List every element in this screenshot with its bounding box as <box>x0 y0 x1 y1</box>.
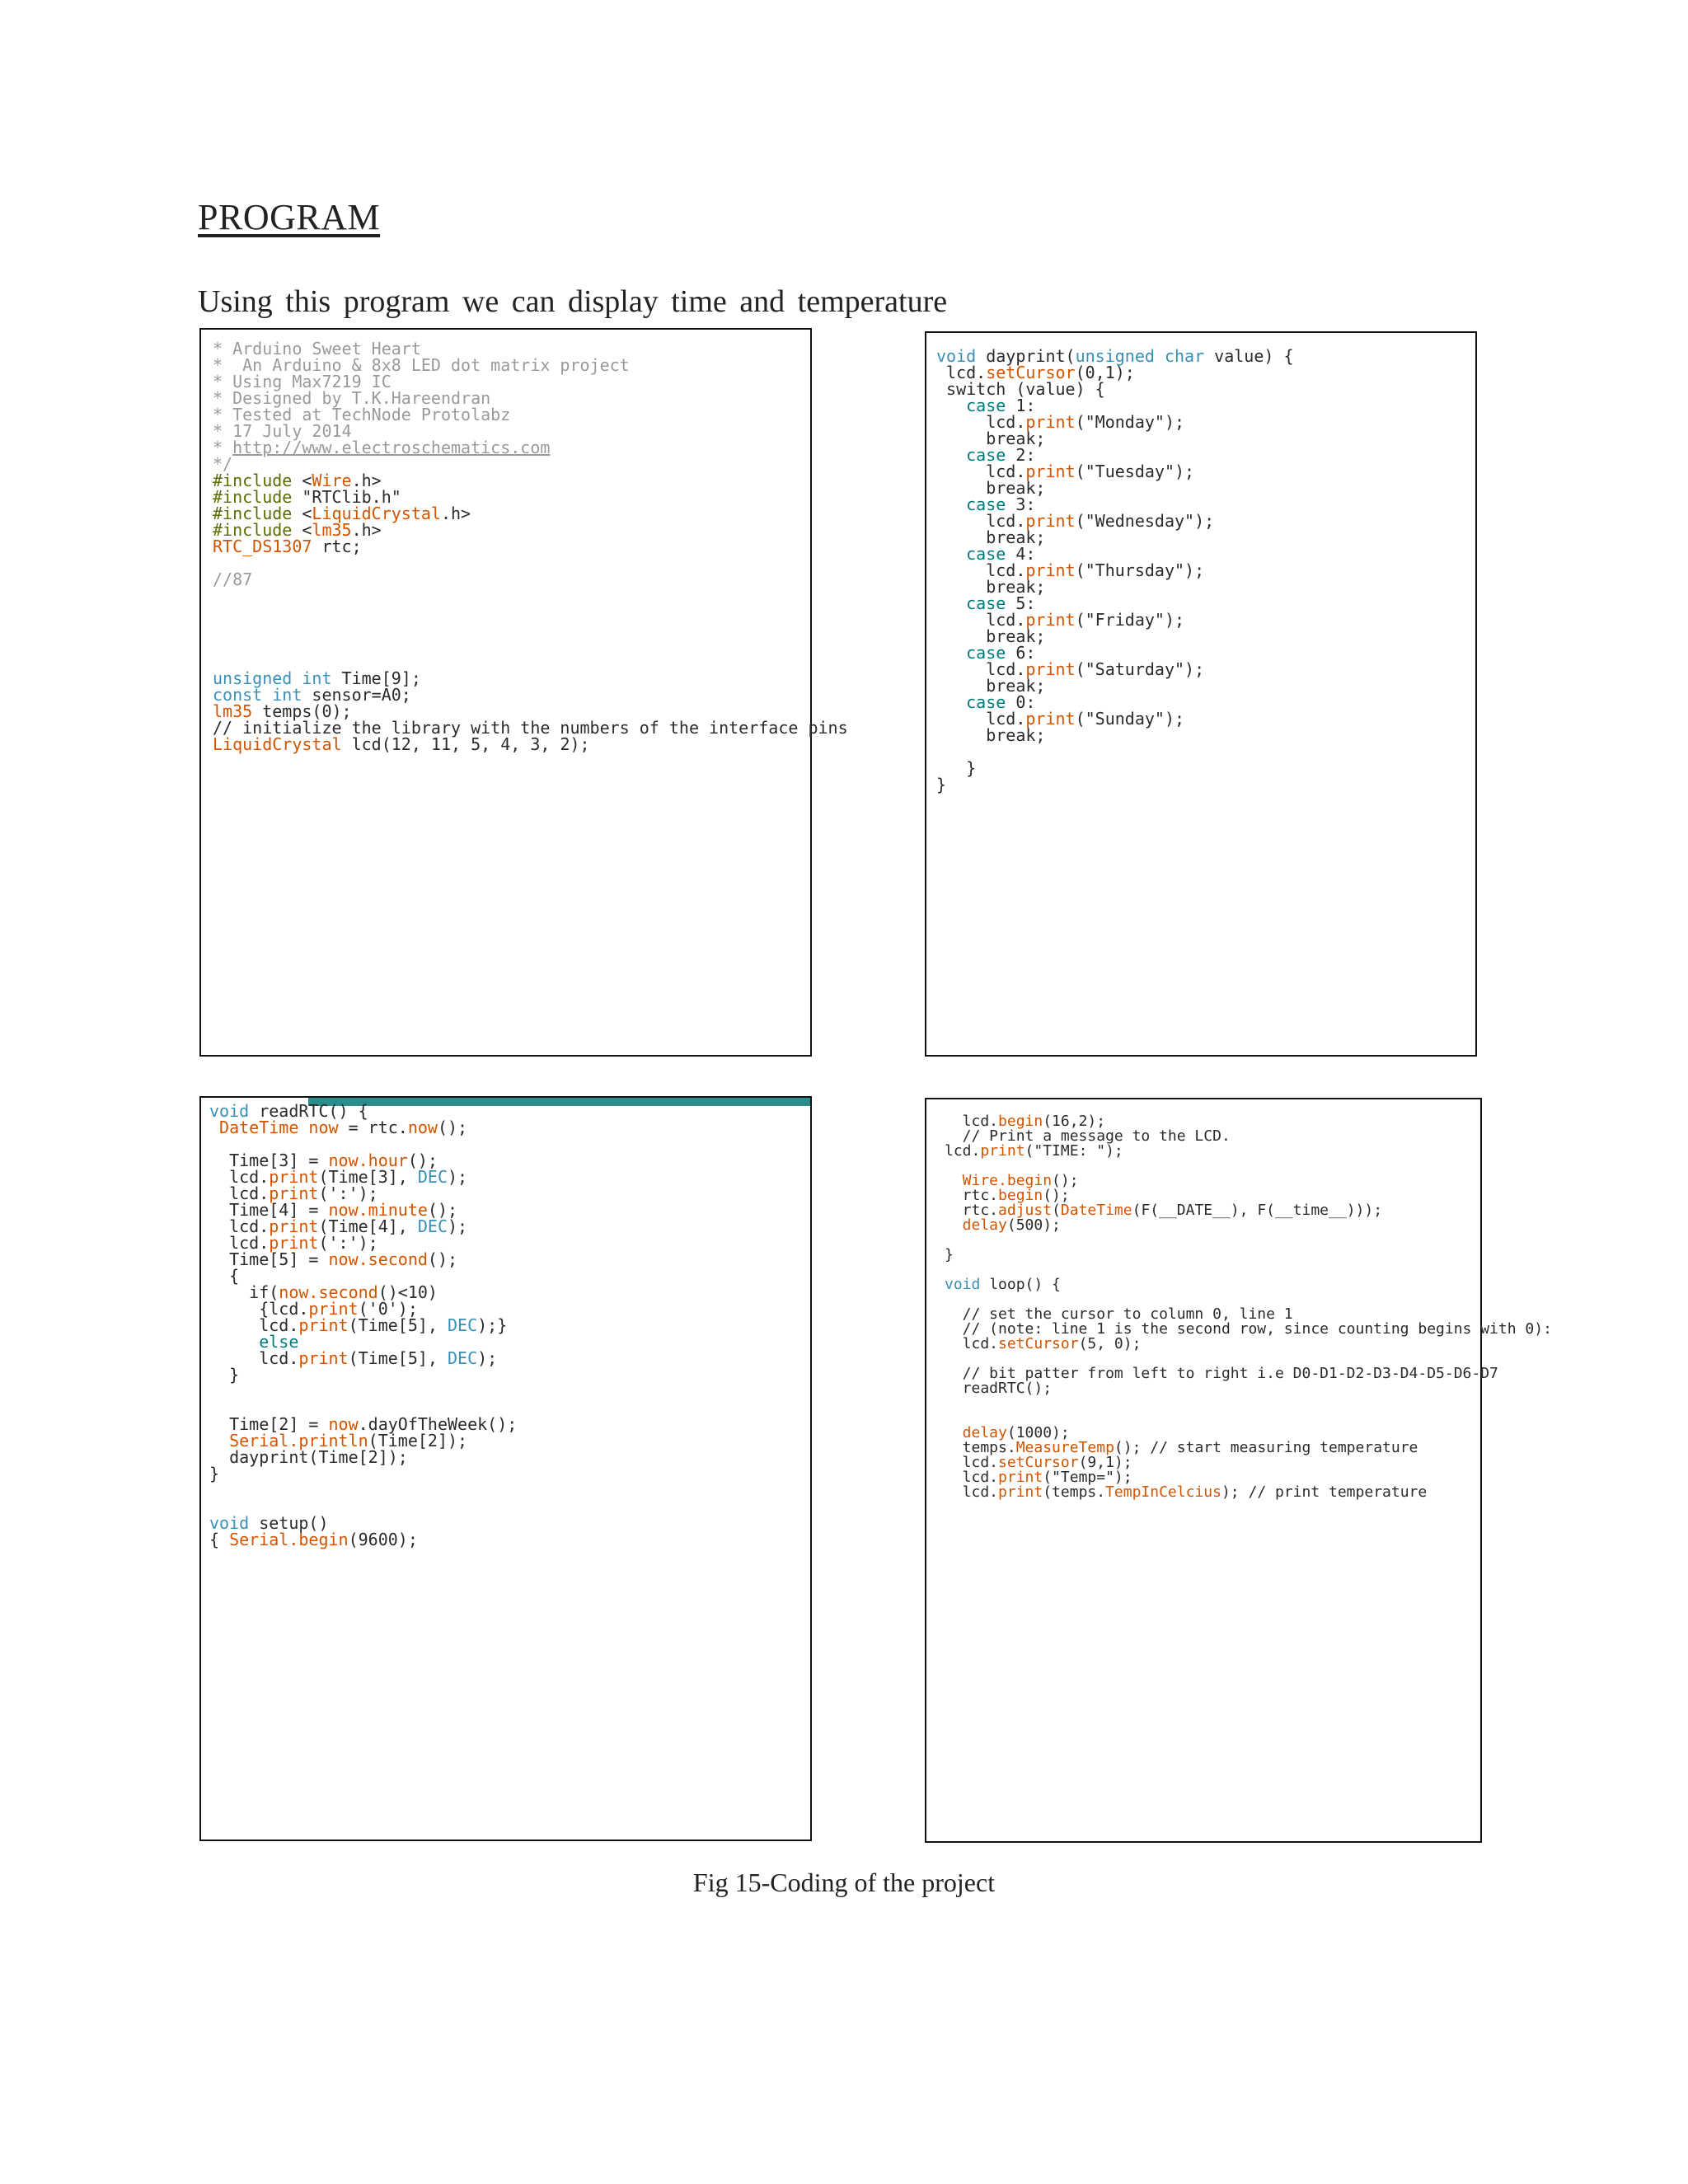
code-token: (16,2); <box>1043 1113 1106 1130</box>
code-token: break; <box>936 527 1046 547</box>
code-token: lcd. <box>945 1483 999 1501</box>
code-token: );} <box>477 1315 508 1335</box>
code-token: (F(__DATE__), F(__time__))); <box>1132 1202 1383 1219</box>
code-line <box>936 557 1470 580</box>
code-token: 3: <box>1006 494 1036 514</box>
code-line <box>945 1404 1475 1419</box>
code-line <box>945 1122 1475 1145</box>
code-token: (Time[3], <box>318 1167 418 1187</box>
code-token: else <box>209 1332 299 1352</box>
code-token: case <box>936 593 1006 613</box>
code-line <box>213 483 805 507</box>
code-token: unsigned char <box>1075 346 1205 366</box>
code-block <box>213 335 848 1050</box>
code-token <box>298 1118 308 1137</box>
code-line <box>209 1230 805 1253</box>
code-panel-readrtc <box>199 1096 812 1841</box>
code-token: break; <box>936 626 1046 646</box>
code-line <box>213 598 805 615</box>
code-line <box>209 1411 805 1434</box>
code-line <box>209 1213 805 1236</box>
code-token: DEC <box>417 1167 448 1187</box>
code-token: * An Arduino & 8x8 LED dot matrix project <box>213 355 630 375</box>
code-line <box>945 1108 1475 1130</box>
code-token: lcd. <box>945 1142 981 1160</box>
code-token: // Print a message to the LCD. <box>945 1127 1231 1145</box>
code-token: setCursor <box>998 1454 1079 1471</box>
code-line <box>213 351 805 375</box>
code-token: print <box>1025 709 1076 729</box>
code-token: // bit patter from left to right i.e D0-D1-D2-D3-D4-D5-D6-D7 <box>945 1365 1498 1382</box>
code-token: Wire <box>312 471 352 490</box>
code-token: switch (value) { <box>936 379 1105 399</box>
code-token: print <box>1025 511 1076 531</box>
code-token: lcd. <box>209 1233 270 1253</box>
code-token: setup() <box>249 1513 329 1533</box>
code-token: Time[4] = <box>209 1200 329 1220</box>
code-token: } <box>936 775 947 794</box>
code-token: print <box>1025 560 1076 580</box>
code-token: lcd. <box>936 462 1026 481</box>
code-line <box>945 1464 1475 1486</box>
code-token: (temps. <box>1043 1483 1106 1501</box>
code-token: lm35 <box>213 701 253 721</box>
code-token: print <box>269 1167 319 1187</box>
code-panel-loop <box>925 1098 1552 1843</box>
code-token: (0,1); <box>1075 363 1135 382</box>
code-token: ("Monday"); <box>1075 412 1185 432</box>
code-token: Time[3] = <box>209 1151 329 1170</box>
code-line <box>936 590 1470 613</box>
code-token: (':'); <box>318 1233 378 1253</box>
code-block <box>209 1098 805 1835</box>
code-token: readRTC() { <box>249 1101 368 1121</box>
code-line <box>213 681 805 705</box>
code-line <box>213 615 805 631</box>
code-token: Time[2] = <box>209 1414 329 1434</box>
code-block <box>936 343 1470 1050</box>
code-line <box>209 1246 805 1269</box>
code-token: TempInCelcius <box>1105 1483 1221 1501</box>
code-token: (9,1); <box>1078 1454 1132 1471</box>
code-token: dayprint(Time[2]); <box>209 1447 408 1467</box>
code-token: } <box>209 1464 220 1483</box>
code-token: lcd. <box>209 1315 299 1335</box>
code-token: void <box>209 1513 250 1533</box>
code-token: rtc; <box>312 537 362 556</box>
code-token: (Time[5], <box>348 1348 448 1368</box>
code-token: ); <box>448 1167 468 1187</box>
code-token: Serial.begin <box>229 1530 349 1549</box>
code-line <box>213 434 805 457</box>
code-line <box>936 458 1470 481</box>
code-token: adjust <box>998 1202 1053 1219</box>
code-line <box>213 714 848 738</box>
code-token: ("Wednesday"); <box>1075 511 1215 531</box>
code-token: (); <box>427 1249 458 1269</box>
code-line <box>936 771 1470 794</box>
code-token: unsigned int <box>213 668 332 688</box>
code-token: print <box>998 1483 1043 1501</box>
code-line <box>936 409 1470 432</box>
code-token: now <box>407 1118 438 1137</box>
code-token: print <box>1025 659 1076 679</box>
code-token: DEC <box>448 1348 478 1368</box>
code-line <box>945 1197 1475 1219</box>
code-line <box>936 508 1470 531</box>
code-token: * Tested at TechNode Protolabz <box>213 405 511 424</box>
code-token: } <box>945 1246 954 1263</box>
code-block <box>945 1108 1552 1836</box>
code-line <box>213 335 805 359</box>
code-token: loop() { <box>980 1276 1061 1293</box>
code-line <box>936 722 1470 745</box>
code-token: readRTC(); <box>945 1380 1053 1397</box>
code-token: case <box>936 494 1006 514</box>
code-token: = rtc. <box>338 1118 408 1137</box>
code-line <box>209 1147 805 1170</box>
code-token: lcd. <box>936 363 987 382</box>
code-token: (); <box>1043 1187 1070 1204</box>
code-token: ); <box>448 1216 468 1236</box>
code-token: lcd. <box>209 1167 270 1187</box>
code-token: sensor=A0; <box>302 685 411 705</box>
code-token: // set the cursor to column 0, line 1 <box>945 1305 1293 1323</box>
code-token: } <box>936 758 977 778</box>
code-token: rtc. <box>945 1187 999 1204</box>
code-line <box>936 491 1470 514</box>
code-line <box>213 401 805 424</box>
code-token: lcd. <box>936 560 1026 580</box>
code-token: Time[5] = <box>209 1249 329 1269</box>
code-line <box>213 532 805 556</box>
code-token: < <box>302 520 312 540</box>
code-token: break; <box>936 478 1046 498</box>
code-token: // (note: line 1 is the second row, since counting begins with 0): <box>945 1320 1552 1338</box>
code-token: lcd. <box>936 610 1026 630</box>
code-token: break; <box>936 429 1046 448</box>
code-token: 6: <box>1006 643 1036 663</box>
code-token: lcd. <box>945 1113 999 1130</box>
code-token: DateTime <box>209 1118 299 1137</box>
section-heading: PROGRAM <box>198 197 381 237</box>
code-token: case <box>936 692 1006 712</box>
code-line <box>945 1271 1475 1293</box>
code-token: LiquidCrystal <box>213 734 342 754</box>
code-line <box>945 1256 1475 1271</box>
code-line <box>209 1526 805 1549</box>
code-token: now.minute <box>328 1200 428 1220</box>
code-line <box>936 656 1470 679</box>
code-token: lcd. <box>936 412 1026 432</box>
code-line <box>213 516 805 540</box>
code-token: break; <box>936 676 1046 696</box>
code-line <box>209 1197 805 1220</box>
code-token: rtc. <box>945 1202 999 1219</box>
code-line <box>209 1098 805 1121</box>
code-line <box>213 384 805 408</box>
code-line <box>213 697 805 721</box>
code-token: lcd. <box>209 1348 299 1368</box>
code-line <box>209 1510 805 1533</box>
code-token: (Time[5], <box>348 1315 448 1335</box>
code-line <box>209 1279 805 1302</box>
code-token: print <box>1025 412 1076 432</box>
code-line <box>209 1114 805 1137</box>
code-token: ('0'); <box>358 1299 418 1319</box>
code-line <box>945 1360 1498 1382</box>
code-token: dayprint( <box>976 346 1076 366</box>
code-token: lcd. <box>209 1183 270 1203</box>
code-token: print <box>298 1315 349 1335</box>
code-line <box>936 376 1470 399</box>
code-line <box>209 1312 805 1335</box>
code-token: case <box>936 544 1006 564</box>
code-line <box>945 1167 1475 1189</box>
code-token: ); // print temperature <box>1221 1483 1428 1501</box>
code-token: LiquidCrystal <box>312 504 441 523</box>
code-token: setCursor <box>986 363 1076 382</box>
code-token: .h> <box>351 471 382 490</box>
code-token: #include <box>213 504 302 523</box>
code-token: if( <box>209 1282 279 1302</box>
code-token: 1: <box>1006 396 1036 415</box>
code-token: print <box>980 1142 1025 1160</box>
code-token: ("Friday"); <box>1075 610 1185 630</box>
code-token: .h> <box>351 520 382 540</box>
code-token: */ <box>213 454 233 474</box>
code-token: void <box>936 346 977 366</box>
code-token: Wire.begin <box>945 1172 1053 1189</box>
code-panel-declarations <box>199 328 848 1057</box>
intro-text: Using this program we can display time and temperature <box>198 284 948 319</box>
code-token: now.hour <box>328 1151 408 1170</box>
code-line <box>209 1164 805 1187</box>
code-token: begin <box>998 1187 1043 1204</box>
code-token: temps(0); <box>252 701 352 721</box>
code-line <box>945 1241 1475 1263</box>
code-token: //87 <box>213 569 253 589</box>
code-line <box>936 475 1470 498</box>
code-line <box>945 1301 1475 1323</box>
code-line <box>945 1419 1475 1441</box>
code-token: DEC <box>417 1216 448 1236</box>
code-panel-dayprint <box>925 331 1477 1057</box>
code-token: (); <box>427 1200 458 1220</box>
code-line <box>213 631 805 648</box>
code-token: void <box>209 1101 250 1121</box>
code-token: print <box>269 1183 319 1203</box>
code-token: lcd. <box>945 1469 999 1486</box>
code-line <box>936 755 1470 778</box>
code-token: < <box>302 504 312 523</box>
code-token: RTC_DS1307 <box>213 537 312 556</box>
code-token: < <box>302 471 312 490</box>
code-token: ("Saturday"); <box>1075 659 1205 679</box>
code-token: (Time[2]); <box>368 1431 468 1451</box>
code-line <box>209 1180 805 1203</box>
code-token: .dayOfTheWeek(); <box>358 1414 518 1434</box>
code-line <box>936 623 1470 646</box>
code-token: } <box>209 1365 240 1385</box>
code-line <box>213 648 805 664</box>
code-token: now.second <box>279 1282 378 1302</box>
code-token: setCursor <box>998 1335 1079 1352</box>
code-token: ); <box>477 1348 498 1368</box>
code-token: lcd. <box>936 709 1026 729</box>
code-line <box>936 705 1470 729</box>
code-token: Serial.println <box>209 1431 368 1451</box>
code-token: now.second <box>328 1249 428 1269</box>
code-token: (Time[4], <box>318 1216 418 1236</box>
code-token: ()<10) <box>377 1282 438 1302</box>
code-line <box>936 425 1470 448</box>
code-line <box>209 1378 805 1394</box>
code-token: case <box>936 396 1006 415</box>
code-token: ("Thursday"); <box>1075 560 1205 580</box>
code-line <box>936 392 1470 415</box>
code-token: .h> <box>440 504 471 523</box>
code-line <box>936 640 1470 663</box>
code-token: lcd. <box>945 1454 999 1471</box>
code-line <box>209 1345 805 1368</box>
code-token: const int <box>213 685 302 705</box>
code-line <box>945 1315 1552 1338</box>
code-token: ("TIME: "); <box>1025 1142 1123 1160</box>
code-line <box>209 1394 805 1411</box>
code-line <box>213 664 805 688</box>
code-token: DEC <box>448 1315 478 1335</box>
code-token: temps. <box>945 1439 1016 1456</box>
code-token: print <box>1025 462 1076 481</box>
code-token: Time[9]; <box>331 668 421 688</box>
code-token: 0: <box>1006 692 1036 712</box>
code-token: (':'); <box>318 1183 378 1203</box>
code-token: ("Tuesday"); <box>1075 462 1195 481</box>
code-token: (); <box>437 1118 468 1137</box>
code-token: * Designed by T.K.Hareendran <box>213 388 491 408</box>
code-line <box>936 607 1470 630</box>
code-token: print <box>269 1233 319 1253</box>
code-token: print <box>1025 610 1076 630</box>
code-token: delay <box>945 1424 1007 1441</box>
code-token: * Arduino Sweet Heart <box>213 339 421 359</box>
code-line <box>213 466 805 490</box>
code-token: lcd. <box>936 511 1026 531</box>
code-line <box>209 1493 805 1510</box>
code-token: print <box>269 1216 319 1236</box>
code-token: 4: <box>1006 544 1036 564</box>
code-token: * 17 July 2014 <box>213 421 352 441</box>
code-token: (500); <box>1006 1216 1061 1234</box>
code-token: delay <box>945 1216 1007 1234</box>
code-token: now <box>308 1118 339 1137</box>
code-line <box>936 343 1470 366</box>
code-token: break; <box>936 577 1046 597</box>
code-line <box>936 442 1470 465</box>
code-line <box>213 499 805 523</box>
code-token: print <box>308 1299 359 1319</box>
code-line <box>936 689 1470 712</box>
code-token: lcd. <box>936 659 1026 679</box>
code-line <box>945 1434 1475 1456</box>
code-token: print <box>298 1348 349 1368</box>
code-token: (); <box>407 1151 438 1170</box>
code-token: * <box>213 438 233 457</box>
code-token: { <box>209 1266 240 1286</box>
code-token: begin <box>998 1113 1043 1130</box>
code-token: print <box>998 1469 1043 1486</box>
code-token: case <box>936 445 1006 465</box>
code-token: ("Temp="); <box>1043 1469 1132 1486</box>
code-token: {lcd. <box>209 1299 309 1319</box>
code-token: ( <box>1052 1202 1061 1219</box>
code-token: #include <box>213 471 302 490</box>
code-token: "RTClib.h" <box>302 487 401 507</box>
code-token: * Using Max7219 IC <box>213 372 392 391</box>
code-token: lcd(12, 11, 5, 4, 3, 2); <box>341 734 590 754</box>
code-token: case <box>936 643 1006 663</box>
code-line <box>936 541 1470 564</box>
code-line <box>209 1296 805 1319</box>
code-token: (5, 0); <box>1078 1335 1142 1352</box>
code-token: 5: <box>1006 593 1036 613</box>
code-token: http://www.electroschematics.com <box>232 438 551 457</box>
code-token: lcd. <box>209 1216 270 1236</box>
code-line <box>945 1182 1475 1204</box>
code-token: break; <box>936 725 1046 745</box>
code-token: { <box>209 1530 230 1549</box>
code-token: value) { <box>1204 346 1294 366</box>
code-token: void <box>945 1276 981 1293</box>
code-line <box>945 1479 1475 1501</box>
code-token: MeasureTemp <box>1015 1439 1114 1456</box>
code-token: (); <box>1052 1172 1079 1189</box>
code-line <box>213 565 805 589</box>
code-line <box>209 1444 805 1467</box>
code-token: (1000); <box>1006 1424 1070 1441</box>
code-token: (9600); <box>348 1530 418 1549</box>
code-token: DateTime <box>1060 1202 1132 1219</box>
code-line <box>209 1477 805 1493</box>
code-token: // initialize the library with the numbers of the interface pins <box>213 718 848 738</box>
code-token: #include <box>213 520 302 540</box>
code-token: lcd. <box>945 1335 999 1352</box>
code-token: lm35 <box>312 520 352 540</box>
code-token: (); // start measuring temperature <box>1114 1439 1418 1456</box>
code-line <box>213 582 805 598</box>
code-token: 2: <box>1006 445 1036 465</box>
figure-caption: Fig 15-Coding of the project <box>692 1868 996 1897</box>
code-token: now <box>328 1414 359 1434</box>
code-token: ("Sunday"); <box>1075 709 1185 729</box>
code-token: #include <box>213 487 302 507</box>
